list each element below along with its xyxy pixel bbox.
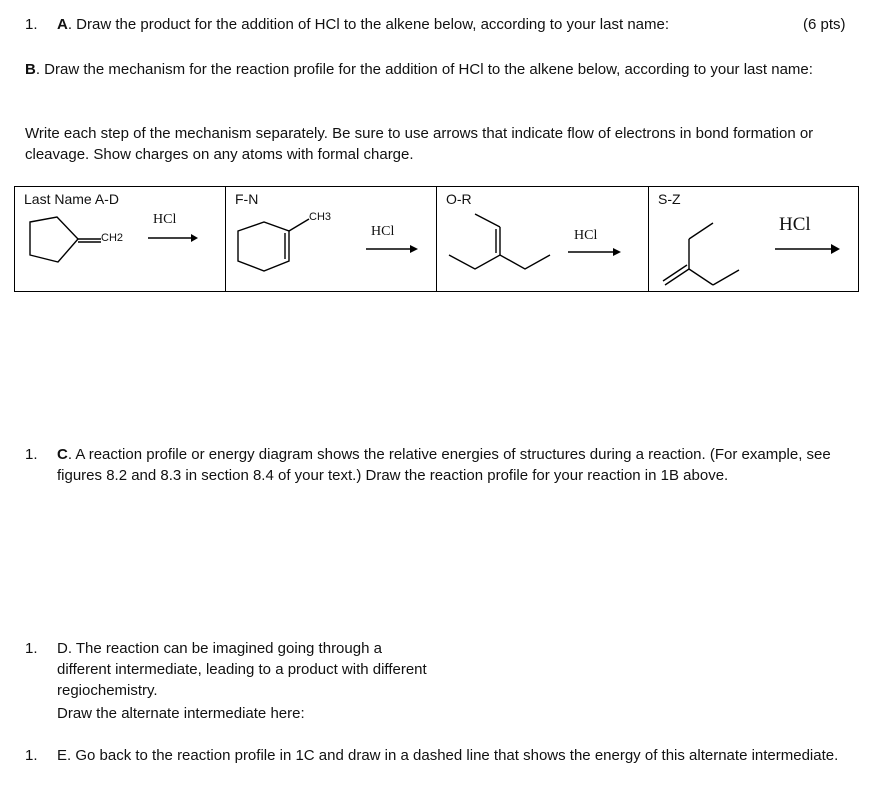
cell-label-o-r: O-R: [446, 191, 472, 207]
cell-label-s-z: S-Z: [658, 191, 681, 207]
q1d-subtext: Draw the alternate intermediate here:: [57, 705, 305, 722]
q1d-text: D. The reaction can be imagined going through a different intermediate, leading to a product with different regiochemistry.: [57, 640, 427, 699]
q1b-text: [25, 59, 855, 80]
reaction-table: [14, 186, 859, 292]
q1a-text: [57, 14, 747, 35]
cell-label-a-d: Last Name A-D: [24, 191, 119, 207]
q1c-body: . A reaction profile or energy diagram shows the relative energies of structures during a reaction. (For example, see figures 8.2 and 8.3 in section 8.4 of your text.) Draw the reaction profile for your reaction in 1B above.: [57, 446, 831, 484]
q1a-number: 1.: [25, 16, 38, 33]
reagent-o-r: HCl: [574, 228, 598, 243]
ch2-label: CH2: [101, 232, 124, 244]
methylcyclohexene-structure: [226, 187, 436, 291]
q1e-number: 1.: [25, 747, 38, 764]
trisubstituted-alkene-o-r-structure: [437, 187, 649, 291]
q1a-body: . Draw the product for the addition of HCl to the alkene below, according to your last name:: [67, 16, 670, 33]
q1c-text: [57, 444, 847, 486]
reagent-s-z: HCl: [779, 214, 811, 235]
q1a-points: (6 pts): [803, 16, 846, 33]
ch3-label: CH3: [309, 211, 332, 223]
reagent-f-n: HCl: [371, 224, 395, 239]
table-cell-f-n: [226, 187, 437, 291]
table-cell-s-z: [649, 187, 858, 291]
table-cell-a-d: [15, 187, 226, 291]
trisubstituted-alkene-s-z-structure: [649, 187, 858, 291]
q1b-body: . Draw the mechanism for the reaction profile for the addition of HCl to the alkene below, according to your last name:: [35, 61, 813, 78]
q1b-letter: B: [25, 61, 36, 78]
table-cell-o-r: [437, 187, 649, 291]
q1a-letter: A: [57, 16, 68, 33]
q1e-text: E. Go back to the reaction profile in 1C and draw in a dashed line that shows the energy of this alternate intermediate.: [57, 747, 839, 764]
q1d-number: 1.: [25, 640, 38, 657]
reagent-a-d: HCl: [153, 212, 177, 227]
q1c-letter: C: [57, 446, 68, 463]
cell-label-f-n: F-N: [235, 191, 259, 207]
mechanism-instructions: Write each step of the mechanism separately. Be sure to use arrows that indicate flow of electrons in bond formation or cleavage. Show charges on any atoms with formal charge.: [25, 125, 814, 163]
q1c-number: 1.: [25, 446, 38, 463]
